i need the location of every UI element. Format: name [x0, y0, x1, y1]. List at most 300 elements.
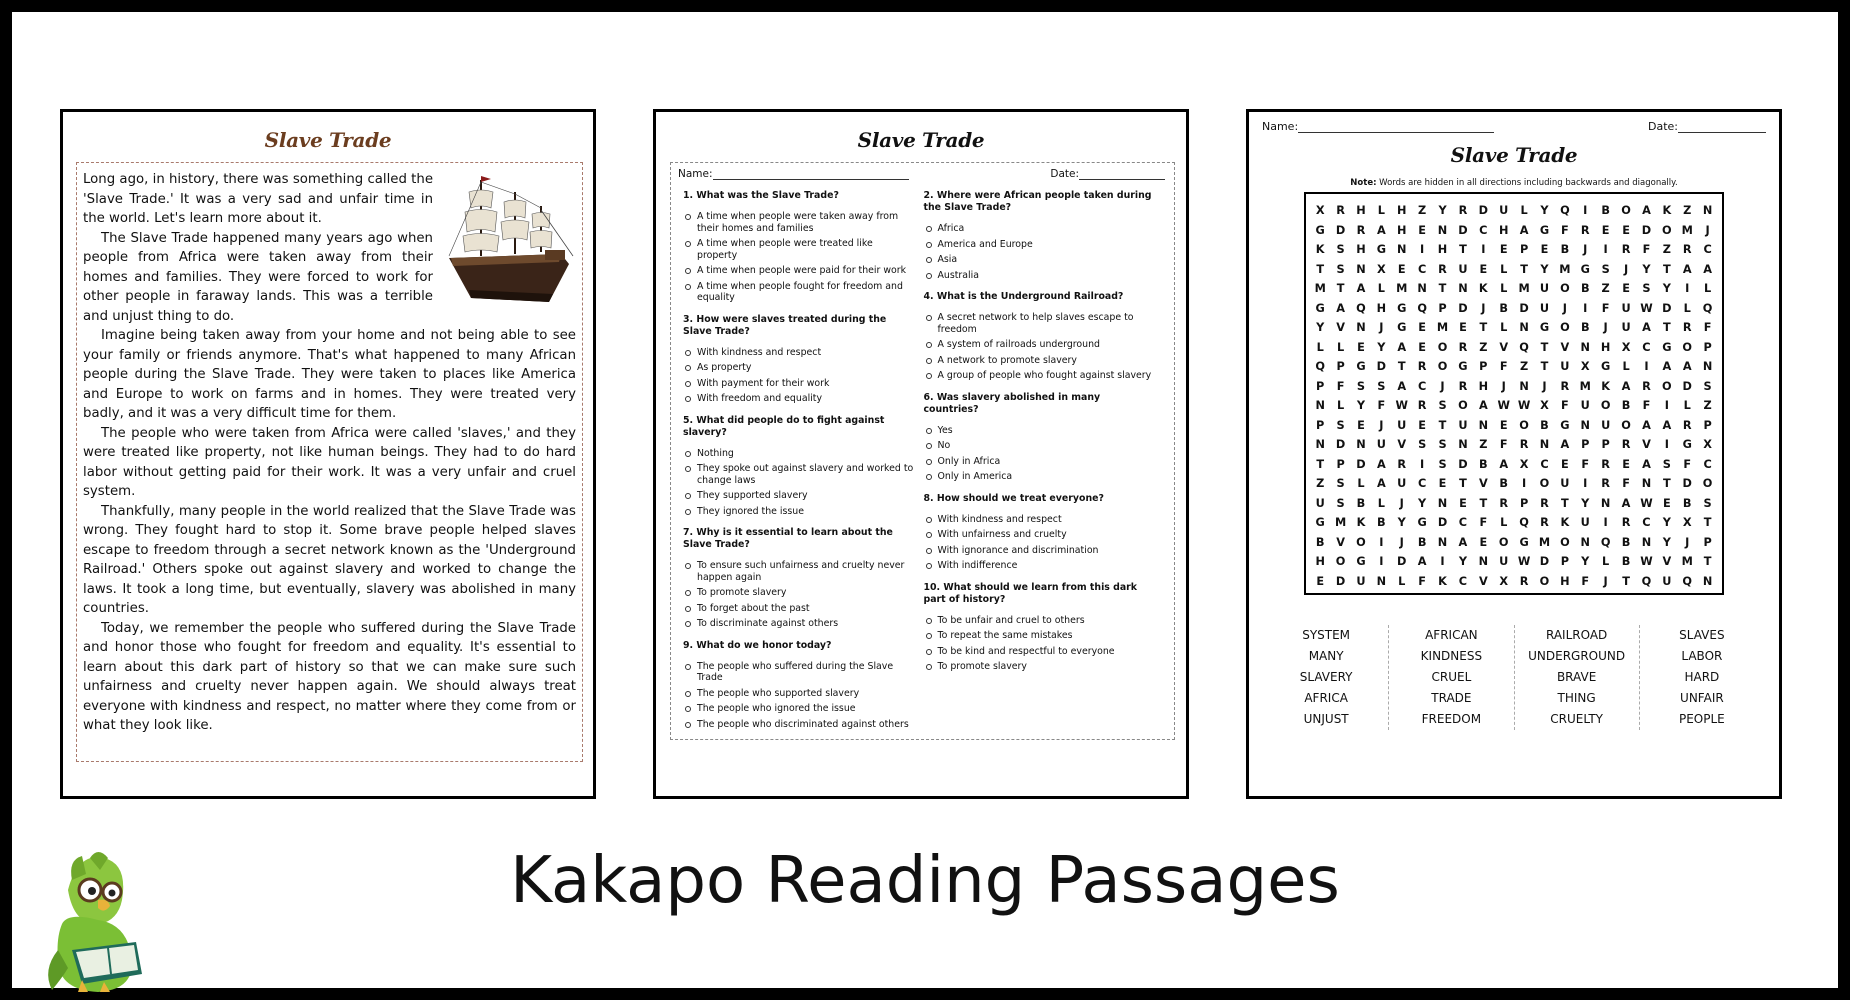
word-bank	[1264, 625, 1764, 730]
grid-letter: O	[1560, 535, 1570, 549]
grid-letter: X	[1682, 516, 1692, 529]
answer-option[interactable]: A time when people fought for freedom and equality	[695, 281, 916, 304]
grid-letter: N	[1417, 282, 1427, 295]
answer-option[interactable]: The people who supported slavery	[695, 688, 916, 700]
grid-letter: G	[1458, 360, 1468, 373]
grid-letter: R	[1438, 262, 1447, 276]
grid-letter: N	[1315, 438, 1325, 451]
grid-letter: P	[1581, 438, 1590, 451]
grid-letter: U	[1539, 282, 1550, 295]
grid-row	[1310, 513, 1718, 533]
quiz-name-field	[678, 168, 909, 180]
grid-letter: T	[1662, 262, 1671, 276]
grid-letter: L	[1377, 204, 1385, 217]
grid-letter: L	[1377, 282, 1385, 295]
grid-letter: F	[1683, 457, 1692, 471]
grid-letter: L	[1622, 360, 1630, 373]
word-bank-word: UNDERGROUND	[1528, 649, 1626, 663]
answer-option[interactable]: To discriminate against others	[695, 618, 916, 630]
word-bank-word: CRUELTY	[1550, 712, 1604, 726]
grid-letter: L	[1500, 282, 1508, 295]
grid-letter: B	[1621, 535, 1631, 549]
quiz-columns	[671, 180, 1174, 734]
grid-letter: W	[1640, 496, 1653, 510]
grid-letter: S	[1356, 379, 1366, 393]
grid-letter: R	[1580, 223, 1590, 237]
answer-option[interactable]: With freedom and equality	[695, 393, 916, 405]
grid-letter: A	[1662, 418, 1672, 432]
grid-letter: N	[1356, 262, 1366, 276]
answer-options	[683, 661, 916, 731]
grid-letter: Y	[1316, 321, 1325, 334]
answer-option[interactable]: To be kind and respectful to everyone	[936, 646, 1157, 658]
ws-note	[1249, 178, 1779, 188]
grid-letter: B	[1417, 535, 1427, 549]
word-bank-column	[1388, 625, 1513, 730]
grid-letter: A	[1642, 418, 1651, 432]
ws-note-text: Words are hidden in all directions including backwards and diagonally.	[1376, 178, 1678, 188]
grid-letter: F	[1499, 360, 1508, 373]
answer-option[interactable]: Only in Africa	[936, 456, 1157, 468]
grid-letter: D	[1539, 555, 1550, 568]
grid-letter: G	[1601, 360, 1611, 373]
grid-letter: K	[1560, 516, 1570, 529]
grid-letter: E	[1357, 418, 1365, 432]
grid-letter: N	[1702, 360, 1713, 373]
grid-letter: C	[1540, 457, 1549, 471]
answer-option[interactable]: With payment for their work	[695, 378, 916, 390]
grid-letter: E	[1418, 418, 1426, 432]
answer-option[interactable]: America and Europe	[936, 239, 1157, 251]
grid-letter: L	[1336, 340, 1345, 354]
grid-letter: M	[1559, 262, 1571, 276]
grid-letter: G	[1315, 301, 1325, 315]
grid-letter: T	[1540, 340, 1549, 354]
grid-letter: O	[1662, 379, 1672, 393]
grid-row	[1310, 474, 1718, 494]
grid-letter: I	[1603, 516, 1608, 529]
grid-letter: L	[1336, 399, 1345, 412]
grid-letter: O	[1682, 340, 1693, 354]
grid-letter: O	[1662, 223, 1672, 237]
grid-letter: T	[1438, 418, 1447, 432]
quiz-right-column	[924, 180, 1165, 734]
answer-options	[924, 312, 1157, 382]
grid-letter: T	[1459, 477, 1467, 490]
grid-letter: U	[1397, 477, 1407, 490]
grid-letter: I	[1644, 360, 1649, 373]
grid-letter: U	[1621, 301, 1631, 315]
grid-letter: M	[1579, 379, 1591, 393]
answer-option[interactable]: Asia	[936, 254, 1157, 266]
grid-letter: L	[1520, 204, 1528, 217]
word-bank-word: SYSTEM	[1302, 628, 1351, 642]
grid-letter: A	[1417, 555, 1427, 568]
grid-letter: E	[1438, 477, 1447, 490]
grid-letter: J	[1542, 379, 1547, 393]
grid-row	[1310, 338, 1718, 358]
grid-letter: P	[1438, 301, 1447, 315]
quiz-title: Slave Trade	[857, 128, 985, 152]
grid-letter: R	[1601, 457, 1610, 471]
quiz-date-label: Date:	[1050, 168, 1079, 180]
question-text: 7. Why is it essential to learn about the Slave Trade?	[683, 527, 893, 550]
grid-letter: N	[1580, 418, 1590, 432]
grid-letter: N	[1519, 379, 1529, 393]
grid-letter: V	[1642, 438, 1651, 451]
grid-letter: I	[1420, 243, 1425, 256]
grid-letter: A	[1662, 360, 1672, 373]
question-text: 9. What do we honor today?	[683, 639, 832, 651]
answer-option[interactable]: A time when people were paid for their work	[695, 265, 916, 277]
grid-letter: M	[1681, 555, 1693, 568]
grid-letter: U	[1315, 496, 1325, 510]
grid-letter: L	[1500, 516, 1508, 529]
answer-option[interactable]: To promote slavery	[695, 587, 916, 599]
grid-letter: S	[1703, 496, 1712, 510]
grid-letter: A	[1397, 379, 1407, 393]
answer-option[interactable]: With indifference	[936, 560, 1157, 572]
answer-option[interactable]: Nothing	[695, 448, 916, 460]
grid-letter: T	[1479, 321, 1488, 334]
grid-letter: N	[1458, 438, 1468, 451]
grid-letter: O	[1437, 340, 1448, 354]
passage-paragraph-5: Thankfully, many people in the world realized that the Slave Trade was wrong. They fought hard to stop it. Some brave people helped slaves escape to freedom through a secret network known as the 'Underground Railroad.' Others spoke out against slavery and worked to change the laws. It took a long time, but eventually, slavery was abolished in many countries.	[83, 503, 576, 616]
grid-letter: U	[1662, 574, 1672, 588]
answer-option[interactable]: A time when people were treated like property	[695, 238, 916, 261]
question-text: 2. Where were African people taken during the Slave Trade?	[923, 190, 1152, 213]
answer-option[interactable]: No	[936, 440, 1157, 452]
grid-letter: P	[1601, 438, 1610, 451]
grid-letter: M	[1681, 223, 1693, 237]
grid-letter: S	[1336, 418, 1345, 432]
grid-letter: V	[1560, 340, 1570, 354]
answer-option[interactable]: As property	[695, 362, 916, 374]
quiz-date-field	[1050, 168, 1165, 180]
grid-letter: A	[1560, 438, 1570, 451]
answer-options	[924, 223, 1157, 281]
grid-letter: K	[1438, 574, 1447, 588]
grid-letter: D	[1356, 457, 1366, 471]
grid-row	[1310, 279, 1718, 299]
grid-letter: Y	[1581, 496, 1590, 510]
word-bank-word: UNFAIR	[1680, 691, 1724, 705]
grid-letter: Y	[1540, 204, 1549, 217]
grid-letter: G	[1397, 301, 1407, 315]
grid-letter: P	[1703, 535, 1712, 549]
answer-option[interactable]: A group of people who fought against slavery	[936, 370, 1157, 382]
grid-letter: R	[1458, 340, 1468, 354]
grid-letter: P	[1336, 457, 1345, 471]
grid-row	[1310, 416, 1718, 436]
grid-letter: G	[1356, 360, 1366, 373]
wordsearch-page	[1246, 109, 1782, 799]
grid-letter: G	[1539, 223, 1550, 237]
grid-letter: Y	[1642, 262, 1651, 276]
answer-option[interactable]: The people who ignored the issue	[695, 703, 916, 715]
grid-letter: O	[1560, 282, 1570, 295]
answer-option[interactable]: Yes	[936, 425, 1157, 437]
grid-letter: A	[1621, 496, 1631, 510]
grid-letter: K	[1356, 516, 1366, 529]
question-text: 8. How should we treat everyone?	[923, 492, 1104, 504]
grid-letter: Q	[1682, 574, 1693, 588]
letter-grid	[1304, 192, 1724, 595]
answer-option[interactable]: To forget about the past	[695, 603, 916, 615]
passage-paragraph-3: Imagine being taken away from your home and not being able to see your family or friends anymore. That's what happened to many African people during the Slave Trade. They were taken to places like America and Europe to work on farms and in homes. They were treated very badly, and it was a very difficult time for them.	[83, 328, 576, 421]
word-bank-word: SLAVES	[1679, 628, 1725, 642]
grid-letter: G	[1519, 535, 1529, 549]
grid-letter: P	[1519, 243, 1529, 256]
grid-letter: O	[1498, 535, 1509, 549]
grid-letter: F	[1581, 457, 1590, 471]
grid-letter: O	[1335, 555, 1346, 568]
grid-letter: R	[1499, 496, 1509, 510]
word-bank-column	[1639, 625, 1764, 730]
answer-option[interactable]: To be unfair and cruel to others	[936, 615, 1157, 627]
grid-letter: I	[1583, 301, 1588, 315]
grid-letter: U	[1376, 438, 1386, 451]
grid-letter: E	[1662, 496, 1671, 510]
answer-options	[924, 514, 1157, 572]
grid-letter: D	[1397, 555, 1407, 568]
grid-letter: J	[1583, 243, 1588, 256]
grid-letter: M	[1396, 282, 1408, 295]
grid-letter: I	[1379, 555, 1384, 568]
grid-letter: H	[1498, 223, 1509, 237]
grid-letter: P	[1316, 418, 1325, 432]
grid-letter: S	[1438, 438, 1447, 451]
word-bank-word: LABOR	[1681, 649, 1723, 663]
quiz-name-date-row	[671, 163, 1174, 180]
grid-letter: S	[1642, 282, 1651, 295]
grid-letter: J	[1705, 223, 1710, 237]
grid-letter: U	[1539, 301, 1550, 315]
grid-letter: X	[1580, 360, 1590, 373]
grid-letter: U	[1499, 555, 1509, 568]
grid-letter: D	[1641, 223, 1652, 237]
grid-letter: P	[1703, 340, 1712, 354]
grid-letter: H	[1560, 574, 1570, 588]
grid-letter: W	[1640, 555, 1653, 568]
word-bank-column	[1514, 625, 1639, 730]
grid-letter: H	[1600, 340, 1611, 354]
grid-letter: Y	[1397, 516, 1406, 529]
grid-letter: J	[1440, 379, 1445, 393]
grid-row	[1310, 240, 1718, 260]
grid-letter: P	[1316, 379, 1325, 393]
answer-option[interactable]: A time when people were taken away from their homes and families	[695, 211, 916, 234]
grid-letter: N	[1458, 282, 1468, 295]
answer-option[interactable]: To promote slavery	[936, 661, 1157, 673]
grid-letter: M	[1436, 321, 1449, 334]
grid-letter: U	[1621, 321, 1631, 334]
grid-letter: A	[1458, 535, 1468, 549]
ws-date-blank	[1678, 121, 1766, 133]
grid-letter: U	[1560, 360, 1570, 373]
grid-letter: X	[1519, 457, 1529, 471]
grid-letter: S	[1418, 438, 1427, 451]
grid-letter: Z	[1316, 477, 1325, 490]
answer-option[interactable]: A system of railroads underground	[936, 339, 1157, 351]
answer-option[interactable]: A network to promote slavery	[936, 355, 1157, 367]
grid-letter: T	[1479, 496, 1488, 510]
grid-letter: V	[1336, 321, 1345, 334]
answer-option[interactable]: A secret network to help slaves escape to freedom	[936, 312, 1157, 335]
grid-letter: L	[1683, 301, 1691, 315]
grid-letter: G	[1397, 321, 1407, 334]
answer-option[interactable]: The people who discriminated against others	[695, 719, 916, 731]
answer-option[interactable]: With unfairness and cruelty	[936, 529, 1157, 541]
grid-letter: Y	[1581, 555, 1590, 568]
answer-option[interactable]: Africa	[936, 223, 1157, 235]
grid-letter: Y	[1356, 399, 1366, 412]
grid-letter: G	[1356, 555, 1366, 568]
grid-letter: G	[1417, 516, 1427, 529]
grid-letter: O	[1539, 477, 1550, 490]
grid-letter: Y	[1540, 262, 1549, 276]
grid-letter: G	[1376, 243, 1386, 256]
grid-letter: F	[1479, 516, 1488, 529]
answer-option[interactable]: They spoke out against slavery and worked to change laws	[695, 463, 916, 486]
grid-letter: Q	[1600, 535, 1611, 549]
passage-page	[60, 109, 596, 799]
answer-options	[683, 211, 916, 304]
grid-letter: P	[1703, 418, 1712, 432]
grid-letter: A	[1703, 262, 1712, 276]
grid-letter: C	[1703, 243, 1712, 256]
grid-letter: B	[1499, 301, 1509, 315]
grid-letter: N	[1478, 555, 1489, 568]
grid-letter: Y	[1418, 496, 1427, 510]
grid-letter: R	[1540, 496, 1549, 510]
grid-letter: V	[1478, 477, 1488, 490]
grid-letter: R	[1682, 418, 1692, 432]
grid-letter: N	[1356, 321, 1366, 334]
word-bank-column	[1264, 625, 1388, 730]
answer-option[interactable]: Australia	[936, 270, 1157, 282]
grid-row	[1310, 221, 1718, 241]
ws-name-date-row	[1249, 112, 1779, 133]
grid-letter: Q	[1702, 301, 1713, 315]
grid-letter: N	[1478, 418, 1489, 432]
grid-letter: S	[1703, 379, 1712, 393]
grid-letter: A	[1397, 340, 1407, 354]
grid-letter: R	[1621, 516, 1631, 529]
grid-letter: I	[1583, 477, 1588, 490]
grid-letter: C	[1417, 262, 1427, 276]
grid-letter: B	[1499, 477, 1509, 490]
grid-letter: R	[1682, 321, 1692, 334]
grid-letter: Q	[1417, 301, 1427, 315]
grid-letter: P	[1519, 496, 1529, 510]
grid-letter: L	[1500, 321, 1508, 334]
grid-letter: G	[1580, 262, 1590, 276]
grid-letter: C	[1642, 340, 1651, 354]
answer-option[interactable]: They supported slavery	[695, 490, 916, 502]
grid-letter: H	[1478, 379, 1489, 393]
grid-letter: O	[1356, 535, 1366, 549]
grid-letter: A	[1376, 457, 1386, 471]
grid-letter: C	[1417, 477, 1427, 490]
grid-letter: N	[1600, 496, 1611, 510]
passage-paragraph-2: The Slave Trade happened many years ago when people from Africa were taken away from their homes and families. They were forced to work for other people in faraway lands. This was a terrible and unjust thing to do.	[83, 230, 433, 324]
grid-letter: S	[1336, 262, 1345, 276]
grid-letter: L	[1500, 262, 1508, 276]
grid-letter: D	[1376, 360, 1387, 373]
grid-letter: A	[1519, 223, 1529, 237]
grid-letter: D	[1458, 223, 1468, 237]
grid-letter: Q	[1519, 340, 1529, 354]
grid-letter: J	[1562, 301, 1567, 315]
grid-letter: O	[1621, 418, 1631, 432]
grid-letter: R	[1458, 379, 1468, 393]
quiz-question	[683, 415, 916, 518]
grid-letter: N	[1376, 574, 1387, 588]
grid-letter: D	[1519, 301, 1529, 315]
grid-letter: E	[1316, 574, 1325, 588]
grid-row	[1310, 552, 1718, 572]
quiz-question	[683, 314, 916, 405]
grid-letter: B	[1682, 496, 1692, 510]
grid-letter: D	[1437, 516, 1448, 529]
grid-letter: C	[1703, 457, 1712, 471]
grid-letter: B	[1540, 418, 1549, 432]
ws-name-blank	[1298, 121, 1494, 133]
grid-letter: F	[1581, 574, 1590, 588]
grid-letter: E	[1622, 223, 1630, 237]
answer-option[interactable]: With ignorance and discrimination	[936, 545, 1157, 557]
grid-letter: B	[1377, 516, 1386, 529]
answer-option[interactable]: To repeat the same mistakes	[936, 630, 1157, 642]
grid-letter: Q	[1641, 574, 1652, 588]
answer-option[interactable]: With kindness and respect	[936, 514, 1157, 526]
quiz-question	[924, 392, 1157, 483]
grid-letter: O	[1539, 574, 1550, 588]
grid-letter: L	[1357, 477, 1365, 490]
answer-option[interactable]: To ensure such unfairness and cruelty never happen again	[695, 560, 916, 583]
ws-date-label: Date:	[1648, 120, 1678, 133]
grid-letter: N	[1315, 399, 1325, 412]
grid-letter: A	[1376, 223, 1386, 237]
grid-letter: A	[1621, 379, 1631, 393]
grid-letter: J	[1379, 321, 1384, 334]
answer-option[interactable]: With kindness and respect	[695, 347, 916, 359]
grid-letter: L	[1602, 555, 1610, 568]
grid-letter: T	[1662, 477, 1671, 490]
word-bank-word: TRADE	[1431, 691, 1472, 705]
grid-letter: U	[1458, 262, 1468, 276]
grid-letter: E	[1601, 223, 1610, 237]
grid-letter: F	[1499, 438, 1508, 451]
grid-letter: R	[1682, 243, 1692, 256]
grid-letter: M	[1518, 282, 1530, 295]
grid-letter: L	[1704, 282, 1712, 295]
grid-letter: N	[1702, 574, 1713, 588]
grid-letter: E	[1418, 321, 1426, 334]
grid-letter: Q	[1560, 204, 1570, 217]
answer-option[interactable]: Only in America	[936, 471, 1157, 483]
answer-option[interactable]: They ignored the issue	[695, 506, 916, 518]
grid-letter: C	[1458, 574, 1468, 588]
grid-letter: R	[1458, 204, 1468, 217]
grid-row	[1310, 533, 1718, 553]
answer-option[interactable]: The people who suffered during the Slave Trade	[695, 661, 916, 684]
grid-letter: D	[1662, 301, 1672, 315]
grid-letter: A	[1336, 301, 1345, 315]
quiz-question	[683, 527, 916, 630]
grid-letter: V	[1478, 574, 1488, 588]
